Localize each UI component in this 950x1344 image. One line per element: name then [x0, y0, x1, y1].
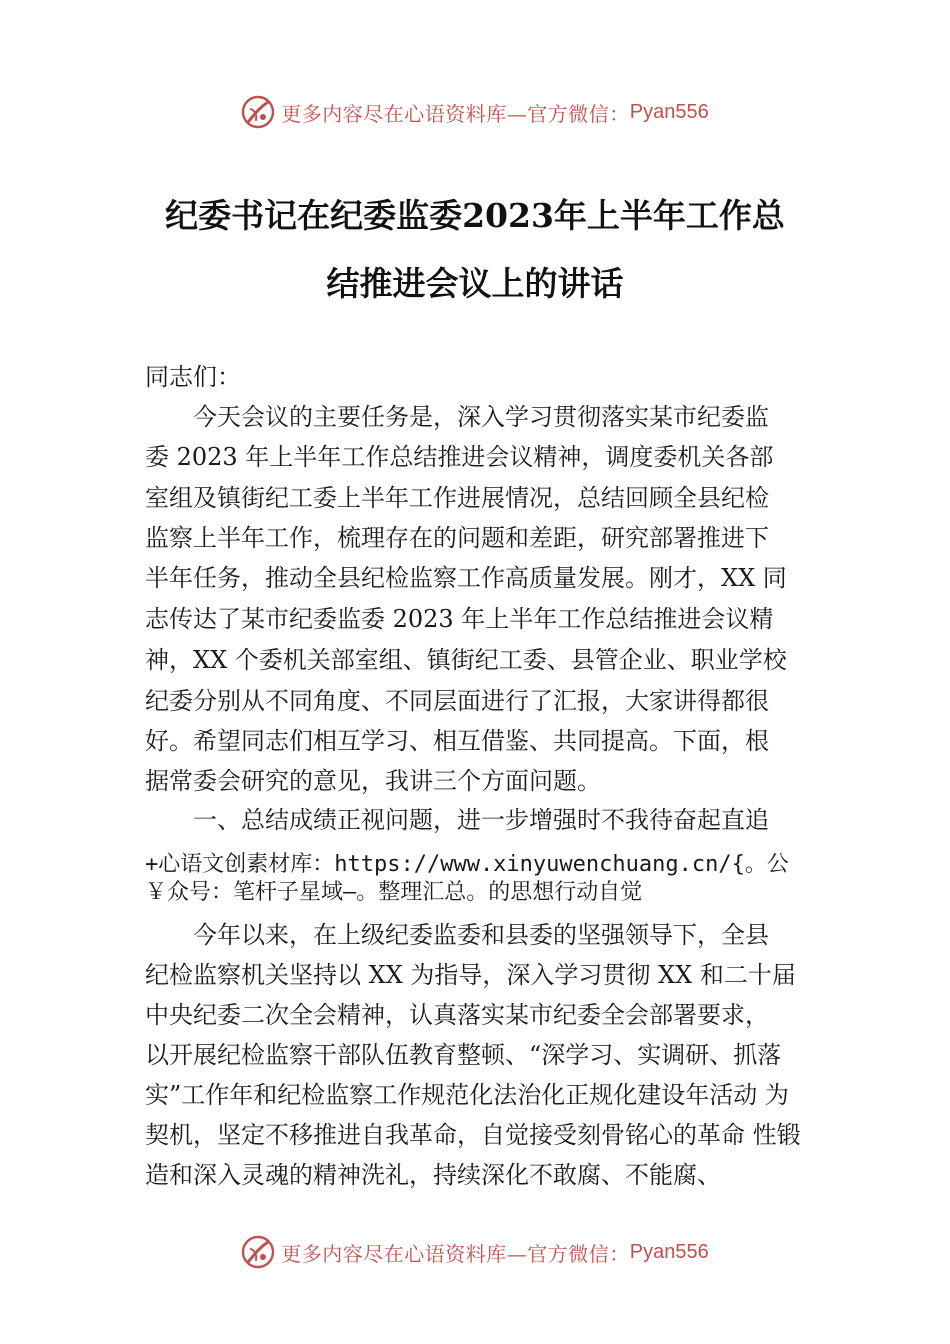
body-line: 据常委会研究的意见，我讲三个方面问题。	[145, 767, 601, 795]
body-line: 半年任务，推动全县纪检监察工作高质量发展。刚才，XX 同	[145, 564, 787, 592]
body-line: 以开展纪检监察干部队伍教育整顿、“深学习、实调研、抓落	[145, 1041, 782, 1069]
header-banner	[0, 92, 950, 132]
watermark-line: ￥众号：笔杆子星域—。整理汇总。的思想行动自觉	[145, 880, 643, 905]
banner-wechat-handle: Pyan556	[629, 100, 709, 123]
body-line: 室组及镇街纪工委上半年工作进展情况，总结回顾全县纪检	[145, 484, 769, 512]
ink-brush-logo-icon	[241, 1235, 275, 1269]
body-line: 造和深入灵魂的精神洗礼，持续深化不敢腐、不能腐、	[145, 1161, 721, 1189]
banner-text: 更多内容尽在心语资料库—官方微信：	[281, 101, 630, 126]
body-line: 委 2023 年上半年工作总结推进会议精神，调度委机关各部	[145, 443, 774, 471]
document-title-line-2: 结推进会议上的讲话	[326, 264, 624, 303]
footer-banner	[0, 1232, 950, 1272]
section-heading-1: 一、总结成绩正视问题，进一步增强时不我待奋起直追	[145, 806, 769, 834]
body-line: 监察上半年工作，梳理存在的问题和差距，研究部署推进下	[145, 524, 769, 552]
body-line: 实”工作年和纪检监察工作规范化法治化正规化建设年活动 为	[145, 1081, 789, 1109]
ink-brush-logo-icon	[241, 95, 275, 129]
body-line: 志传达了某市纪委监委 2023 年上半年工作总结推进会议精	[145, 605, 774, 633]
banner-wechat-handle: Pyan556	[629, 1240, 709, 1263]
body-line: 纪检监察机关坚持以 XX 为指导，深入学习贯彻 XX 和二十届	[145, 961, 796, 989]
body-line: 契机，坚定不移推进自我革命，自觉接受刻骨铭心的革命 性锻	[145, 1121, 801, 1149]
body-line: 纪委分别从不同角度、不同层面进行了汇报，大家讲得都很	[145, 687, 769, 715]
body-line: 神，XX 个委机关部室组、镇街纪工委、县管企业、职业学校	[145, 646, 787, 674]
document-title-line-1: 纪委书记在纪委监委2023年上半年工作总	[165, 196, 785, 235]
banner-text: 更多内容尽在心语资料库—官方微信：	[281, 1241, 630, 1266]
watermark-line: +心语文创素材库：https://www.xinyuwenchuang.cn/{。公	[145, 852, 789, 877]
body-line: 今年以来，在上级纪委监委和县委的坚强领导下，全县	[145, 921, 769, 949]
body-line: 今天会议的主要任务是，深入学习贯彻落实某市纪委监	[145, 403, 769, 431]
body-line: 中央纪委二次全会精神，认真落实某市纪委全会部署要求，	[145, 1001, 769, 1029]
body-line: 同志们：	[145, 363, 241, 391]
body-line: 好。希望同志们相互学习、相互借鉴、共同提高。下面，根	[145, 727, 769, 755]
